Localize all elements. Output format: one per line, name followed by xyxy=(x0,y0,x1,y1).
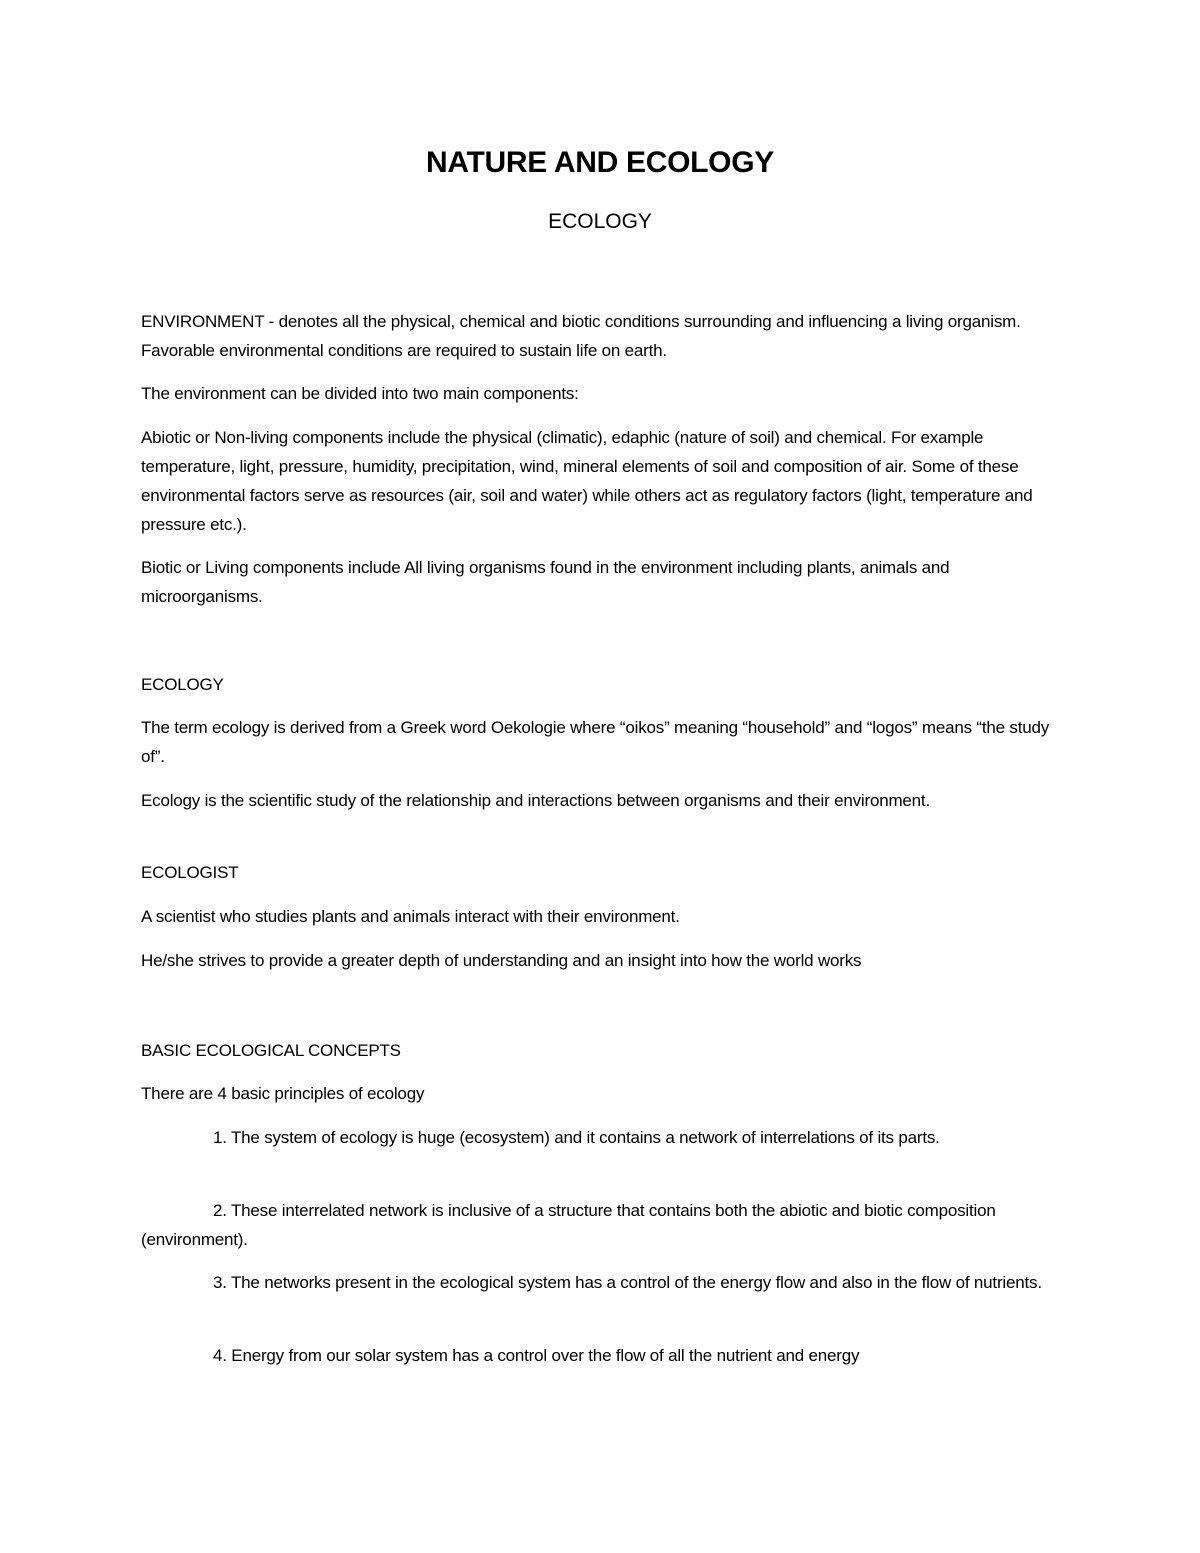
ecology-heading: ECOLOGY xyxy=(141,675,224,694)
biotic-paragraph: Biotic or Living components include All living organisms found in the environment including plants, animals and microorganisms. xyxy=(141,558,950,606)
principle-item-2: 2. These interrelated network is inclusive of a structure that contains both the abiotic and biotic composition (environment). xyxy=(141,1201,996,1249)
abiotic-paragraph: Abiotic or Non-living components include the physical (climatic), edaphic (nature of soil) and chemical. For example temperature, light, pressure, humidity, precipitation, wind, mineral elements of soil and composition of air. Some of these environmental factors serve as resources (air, soil and water) while others act as regulatory factors (light, temperature and pressure etc.). xyxy=(141,428,1033,534)
ecologist-paragraph-2: He/she strives to provide a greater depth of understanding and an insight into how the world works xyxy=(141,951,862,970)
ecology-term-paragraph: The term ecology is derived from a Greek word Oekologie where “oikos” meaning “household” and “logos” means “the study of”. xyxy=(141,718,1050,766)
page-subtitle: ECOLOGY xyxy=(548,210,652,233)
page-title: NATURE AND ECOLOGY xyxy=(426,146,774,179)
ecology-definition-paragraph: Ecology is the scientific study of the relationship and interactions between organisms and their environment. xyxy=(141,791,930,810)
ecologist-paragraph-1: A scientist who studies plants and animals interact with their environment. xyxy=(141,907,680,926)
concepts-heading: BASIC ECOLOGICAL CONCEPTS xyxy=(141,1041,401,1060)
principle-item-3: 3. The networks present in the ecological system has a control of the energy flow and also in the flow of nutrients. xyxy=(213,1273,1042,1292)
components-intro: The environment can be divided into two main components: xyxy=(141,384,579,403)
principles-intro: There are 4 basic principles of ecology xyxy=(141,1084,425,1103)
principle-item-1: 1. The system of ecology is huge (ecosystem) and it contains a network of interrelations of its parts. xyxy=(213,1128,940,1147)
ecologist-heading: ECOLOGIST xyxy=(141,863,239,882)
principle-item-4: 4. Energy from our solar system has a control over the flow of all the nutrient and energy xyxy=(213,1346,860,1365)
environment-paragraph: ENVIRONMENT - denotes all the physical, chemical and biotic conditions surrounding and influencing a living organism. Favorable environmental conditions are required to sustain life on earth. xyxy=(141,312,1021,360)
